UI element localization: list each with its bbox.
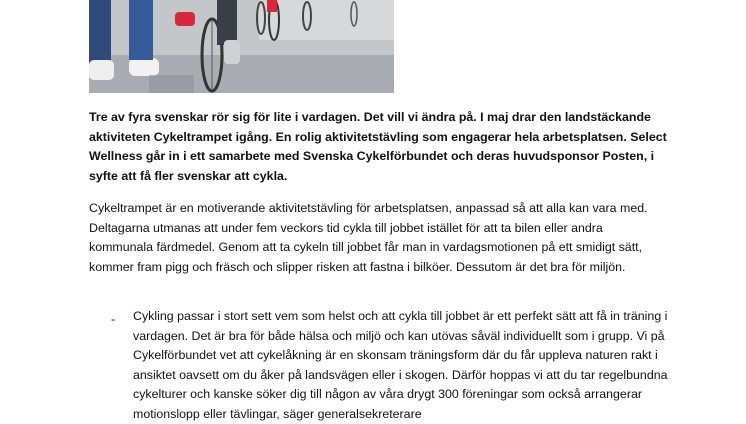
cyclists-illustration (89, 0, 394, 93)
bullet-paragraph: Cykling passar i stort sett vem som helst och att cykla till jobbet är ett perfekt sätt att få in träning i vardagen. Det är bra för både hälsa och miljö och kan utövas såväl individuellt som i grupp. Vi på Cykelförbundet vet att cykelåkning är en skonsam träningsform där du får uppleva naturen rakt i ansiktet oavsett om du åker på landsvägen eller i skogen. Därför hoppas vi att du tar regelbundna cykelturer och kanske söker dig till någon av våra drygt 300 föreningar som också arrangerar motionslopp eller tävlingar, säger generalsekreterare (133, 309, 668, 421)
cyclists-photo (89, 0, 394, 93)
bullet-marker: - (111, 312, 116, 326)
article-paragraph: Cykeltrampet är en motiverande aktivitetstävling för arbetsplatsen, anpassad så att alla kan vara med. Deltagarna utmanas att under fem veckors tid cykla till jobbet istället för att ta bilen eller andra kommunala färdmedel. Genom att ta cykeln till jobbet får man in vardagsmotionen på ett smidigt sätt, kommer fram pigg och fräsch och slipper risken att fastna i bilköer. Dessutom är det bra för miljön. (89, 201, 648, 274)
article-lead: Tre av fyra svenskar rör sig för lite i vardagen. Det vill vi ändra på. I maj drar den landstäckande aktiviteten Cykeltrampet igång. En rolig aktivitetstävling som engagerar hela arbetsplatsen. Select Wellness går in i ett samarbete med Svenska Cykelförbundet och deras huvudsponsor Posten, i syfte att få fler svenskar att cykla. (89, 110, 667, 183)
